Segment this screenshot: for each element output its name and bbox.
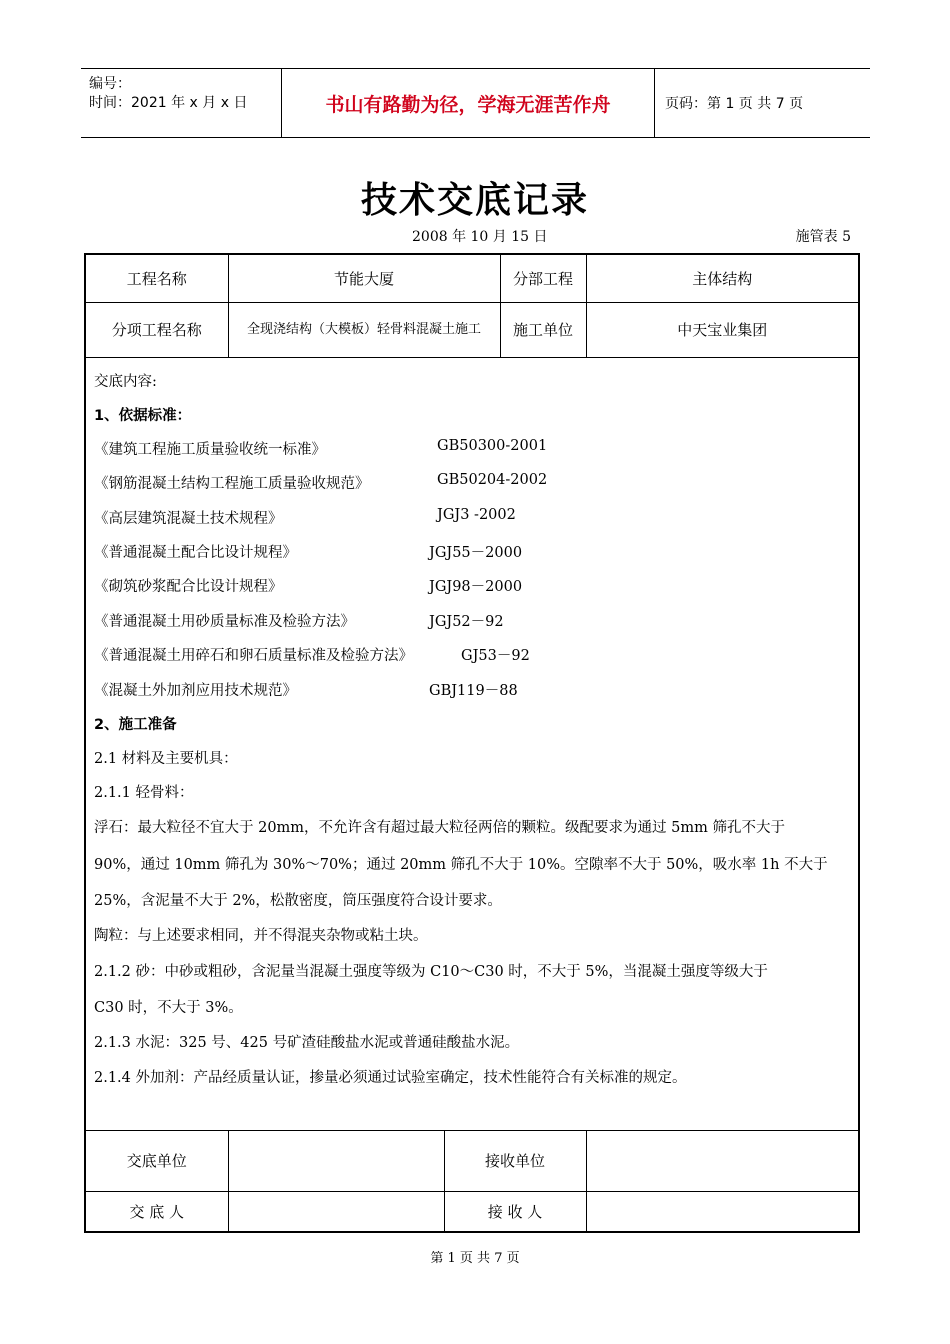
section-1-heading: 1、依据标准： [94,407,192,424]
issuer-unit-value [228,1130,444,1191]
paragraph: 2.1.2 砂：中砂或粗砂，含泥量当混凝土强度等级为 C10～C30 时，不大于 5%，当混凝土强度等级大于 [94,963,768,980]
standard-code: GBJ119－88 [429,682,518,699]
content-intro: 交底内容: [94,373,157,390]
header-meta [81,69,282,137]
paragraph: 陶粒：与上述要求相同，并不得混夹杂物或粘土块。 [94,927,428,944]
paragraph: 2.1.1 轻骨料： [94,784,194,801]
paragraph: C30 时，不大于 3%。 [94,999,243,1016]
division: 主体结构 [586,254,859,302]
standard-code: JGJ55－2000 [429,544,523,561]
form-number: 施管表 5 [795,229,851,245]
paragraph: 浮石：最大粒径不宜大于 20mm，不允许含有超过最大粒径两倍的颗粒。级配要求为通过 5mm 筛孔不大于 [94,819,785,836]
time-label: 时间：2021 年 x 月 x 日 [89,95,248,111]
issuer-value [228,1191,444,1232]
content-cell [85,357,859,1130]
standard-name: 《普通混凝土用砂质量标准及检验方法》 [94,613,355,630]
standard-code: GB50204-2002 [437,471,548,488]
standard-name: 《建筑工程施工质量验收统一标准》 [94,441,326,458]
standard-name: 《普通混凝土配合比设计规程》 [94,544,297,561]
division-label: 分部工程 [500,254,586,302]
standard-name: 《砌筑砂浆配合比设计规程》 [94,578,283,595]
project-name-label: 工程名称 [85,254,228,302]
info-row-2 [85,302,859,357]
standard-code: JGJ3 -2002 [437,506,516,523]
contractor: 中天宝业集团 [586,302,859,357]
paragraph: 2.1.3 水泥：325 号、425 号矿渣硅酸盐水泥或普通硅酸盐水泥。 [94,1034,520,1051]
standard-name: 《钢筋混凝土结构工程施工质量验收规范》 [94,475,370,492]
subitem: 全现浇结构（大模板）轻骨料混凝土施工 [228,302,500,357]
motto: 书山有路勤为径，学海无涯苦作舟 [282,69,655,137]
receiver-label: 接 收 人 [444,1191,586,1232]
standard-name: 《混凝土外加剂应用技术规范》 [94,682,297,699]
info-row-1 [85,254,859,302]
section-2-heading: 2、施工准备 [94,716,177,733]
standard-name: 《普通混凝土用碎石和卵石质量标准及检验方法》 [94,647,413,664]
receiver-unit-value [586,1130,859,1191]
receiver-unit-label: 接收单位 [444,1130,586,1191]
page-info: 页码：第 1 页 共 7 页 [665,96,804,112]
standard-code: JGJ52－92 [429,613,504,630]
receiver-value [586,1191,859,1232]
paragraph: 2.1 材料及主要机具： [94,750,238,767]
issuer-label: 交 底 人 [85,1191,228,1232]
paragraph: 25%，含泥量不大于 2%，松散密度，筒压强度符合设计要求。 [94,892,502,909]
project-name: 节能大厦 [228,254,500,302]
standard-name: 《高层建筑混凝土技术规程》 [94,510,283,527]
record-table [84,253,860,1233]
document-date: 2008 年 10 月 15 日 [412,229,548,245]
content-row [85,357,859,1130]
standard-code: GB50300-2001 [437,437,548,454]
standard-code: JGJ98－2000 [429,578,523,595]
signoff-row-2 [85,1191,859,1232]
signoff-row-1 [85,1130,859,1191]
paragraph: 2.1.4 外加剂：产品经质量认证，掺量必须通过试验室确定，技术性能符合有关标准的规定。 [94,1069,687,1086]
page-header [81,68,870,138]
document-title: 技术交底记录 [360,180,589,221]
paragraph: 90%，通过 10mm 筛孔为 30%～70%；通过 20mm 筛孔不大于 10%。空隙率不大于 50%，吸水率 1h 不大于 [94,856,828,873]
issuer-unit-label: 交底单位 [85,1130,228,1191]
page-footer: 第 1 页 共 7 页 [430,1251,520,1266]
standard-code: GJ53－92 [461,647,530,664]
contractor-label: 施工单位 [500,302,586,357]
number-label: 编号： [89,76,131,92]
subitem-label: 分项工程名称 [85,302,228,357]
